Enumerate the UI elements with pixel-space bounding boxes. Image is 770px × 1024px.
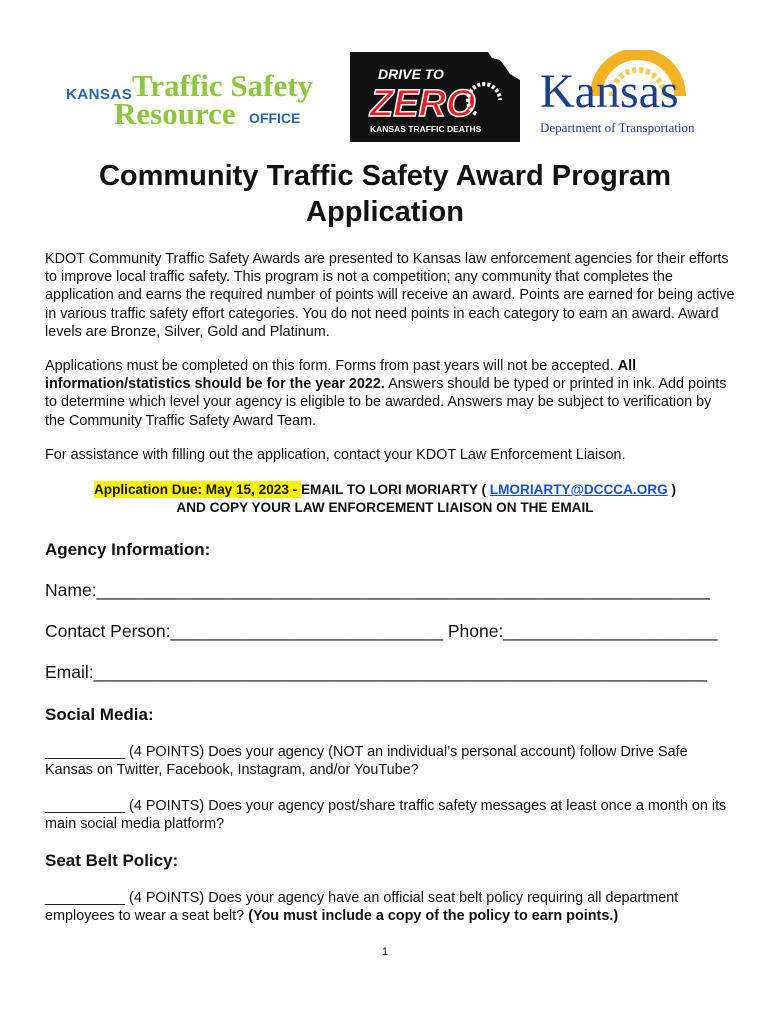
email-link[interactable]: LMORIARTY@DCCCA.ORG: [489, 482, 668, 497]
page-number: 1: [381, 946, 389, 958]
applications-bold: All information/statistics should be for the year 2022.: [45, 358, 637, 393]
due-line2: AND COPY YOUR LAW ENFORCEMENT LIAISON ON THE EMAIL: [176, 500, 594, 515]
social-question-1[interactable]: __________ (4 POINTS) Does your agency (NOT an individual’s personal account) follow Drive Safe Kansas on Twitter, Facebook, Instagram, and/or YouTube?: [45, 744, 688, 779]
due-email-post: ): [667, 482, 676, 497]
seatbelt-heading: Seat Belt Policy:: [45, 851, 179, 870]
due-email-pre: EMAIL TO LORI MORIARTY (: [300, 482, 490, 497]
tsro-logo: [66, 70, 338, 130]
intro-paragraph: KDOT Community Traffic Safety Awards are presented to Kansas law enforcement agencies for their efforts to improve local traffic safety. This program is not a competition; any community that completes the application and earns the required number of points will receive an award. Points are earned for being active in various traffic safety effort categories. You do not need points in each category to earn an award. Award levels are Bronze, Silver, Gold and Platinum.: [45, 251, 735, 340]
agency-name-field[interactable]: Name:_______________________________________________________________: [45, 580, 710, 600]
tsro-logo-resource: Resource: [114, 96, 236, 131]
kdot-logo-name: Kansas: [540, 65, 679, 118]
contact-phone-field[interactable]: Contact Person:____________________________ Phone:______________________: [45, 621, 718, 641]
assistance-paragraph: For assistance with filling out the application, contact your KDOT Law Enforcement Liaison.: [45, 447, 626, 463]
tsro-logo-office: OFFICE: [249, 110, 301, 126]
due-highlight: Application Due: May 15, 2023 -: [93, 482, 301, 497]
due-notice: [45, 481, 725, 517]
social-heading: Social Media:: [45, 705, 154, 724]
social-question-2[interactable]: __________ (4 POINTS) Does your agency post/share traffic safety messages at least once a month on its main social media platform?: [45, 798, 727, 833]
drive-to-zero-logo-graphic: [350, 52, 520, 142]
seatbelt-question-text: __________ (4 POINTS) Does your agency have an official seat belt policy requiring all department employees to wear a seat belt?: [45, 890, 679, 925]
applications-text-2: Answers should be typed or printed in ink. Add points to determine which level your agency is eligible to be awarded. Answers may be subject to verification by the Community Traffic Safety Award Team.: [45, 376, 727, 429]
applications-text-1: Applications must be completed on this form. Forms from past years will not be accepted.: [45, 358, 618, 374]
drive-to-zero-line3: KANSAS TRAFFIC DEATHS: [370, 124, 482, 134]
kdot-logo-dept: Department of Transportation: [540, 120, 695, 135]
page-title: [0, 158, 770, 230]
drive-to-zero-line1: DRIVE TO: [378, 66, 444, 82]
drive-to-zero-logo: [350, 52, 520, 142]
drive-to-zero-line2: ZERO: [370, 83, 476, 125]
agency-heading: Agency Information:: [45, 540, 211, 559]
page-title-line2: Application: [306, 196, 464, 228]
applications-paragraph: [45, 357, 735, 430]
email-field[interactable]: Email:_______________________________________________________________: [45, 662, 707, 682]
page-title-line1: Community Traffic Safety Award Program: [98, 160, 672, 192]
tsro-logo-traffic-safety: Traffic Safety: [132, 68, 314, 103]
seatbelt-question-1[interactable]: [45, 889, 735, 925]
seatbelt-question-bold: (You must include a copy of the policy to earn points.): [248, 908, 619, 925]
kdot-logo: [538, 50, 693, 142]
tsro-logo-kansas: KANSAS: [66, 86, 133, 103]
